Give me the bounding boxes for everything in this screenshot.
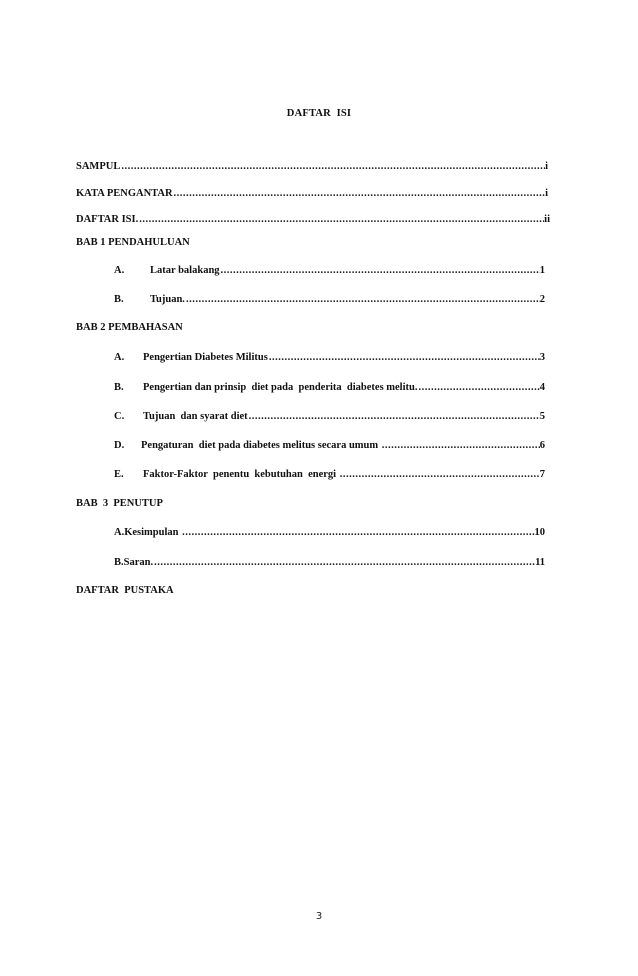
toc-entry-label: Tujuan dan syarat diet [143,411,248,422]
toc-entry-page: 1 [539,265,545,276]
toc-entry-number: C. [114,411,125,422]
toc-entry-number: D. [114,440,125,451]
toc-entry-kesimpulan [114,526,545,540]
toc-dot-leader [269,351,540,365]
toc-entry-page: 4 [539,382,545,393]
toc-dot-leader [340,468,540,482]
toc-entry-label: KATA PENGANTAR [76,188,173,199]
toc-entry-page: ii [544,214,550,225]
chapter-heading-daftar-pustaka: DAFTAR PUSTAKA [76,585,174,596]
toc-entry-page: 3 [539,352,545,363]
chapter-heading-bab3: BAB 3 PENUTUP [76,498,163,509]
toc-entry-page: 5 [539,411,545,422]
toc-dot-leader [221,264,540,278]
toc-dot-leader [154,556,535,570]
toc-dot-leader [182,526,534,540]
page-title: DAFTAR ISI [286,108,352,119]
page-number: 3 [315,911,323,922]
toc-entry-saran [114,556,545,570]
toc-entry-label: SAMPUL [76,161,121,172]
toc-dot-leader [174,187,546,201]
toc-entry-latar-belakang [114,264,545,278]
toc-entry-label: A.Kesimpulan [114,527,182,538]
toc-entry-label: DAFTAR ISI. [76,214,139,225]
toc-entry-prinsip-diet [114,381,545,395]
toc-entry-pengertian-diabetes [114,351,545,365]
toc-entry-kata-pengantar [76,187,548,201]
toc-dot-leader [418,381,539,395]
toc-entry-page: 10 [534,527,545,538]
toc-entry-number: A. [114,352,125,363]
toc-entry-daftar-isi [76,213,550,227]
chapter-heading-bab1: BAB 1 PENDAHULUAN [76,237,190,248]
toc-entry-number: A. [114,265,125,276]
toc-dot-leader [382,439,540,453]
toc-entry-label: B.Saran. [114,557,154,568]
toc-entry-number: E. [114,469,124,480]
toc-entry-page: 11 [535,557,545,568]
toc-dot-leader [249,410,540,424]
toc-dot-leader [186,293,540,307]
toc-entry-number: B. [114,294,124,305]
toc-entry-faktor-energi [114,468,545,482]
toc-entry-page: i [545,161,548,172]
toc-entry-tujuan [114,293,545,307]
toc-dot-leader [139,213,544,227]
toc-entry-label: Pengertian Diabetes Militus [143,352,268,363]
chapter-heading-bab2: BAB 2 PEMBAHASAN [76,322,183,333]
toc-entry-number: B. [114,382,124,393]
toc-entry-label: Latar balakang [150,265,220,276]
toc-entry-page: 7 [539,469,545,480]
toc-entry-page: i [545,188,548,199]
toc-entry-sampul [76,160,548,174]
toc-entry-label: Pengertian dan prinsip diet pada penderita diabetes melitu. [143,382,418,393]
toc-entry-label: Pengaturan diet pada diabetes melitus secara umum [141,440,381,451]
toc-entry-tujuan-syarat-diet [114,410,545,424]
toc-entry-page: 2 [539,294,545,305]
toc-entry-label: Tujuan. [150,294,185,305]
toc-entry-label: Faktor-Faktor penentu kebutuhan energi [143,469,339,480]
toc-entry-page: 6 [539,440,545,451]
toc-entry-pengaturan-diet [114,439,545,453]
toc-dot-leader [121,160,545,174]
